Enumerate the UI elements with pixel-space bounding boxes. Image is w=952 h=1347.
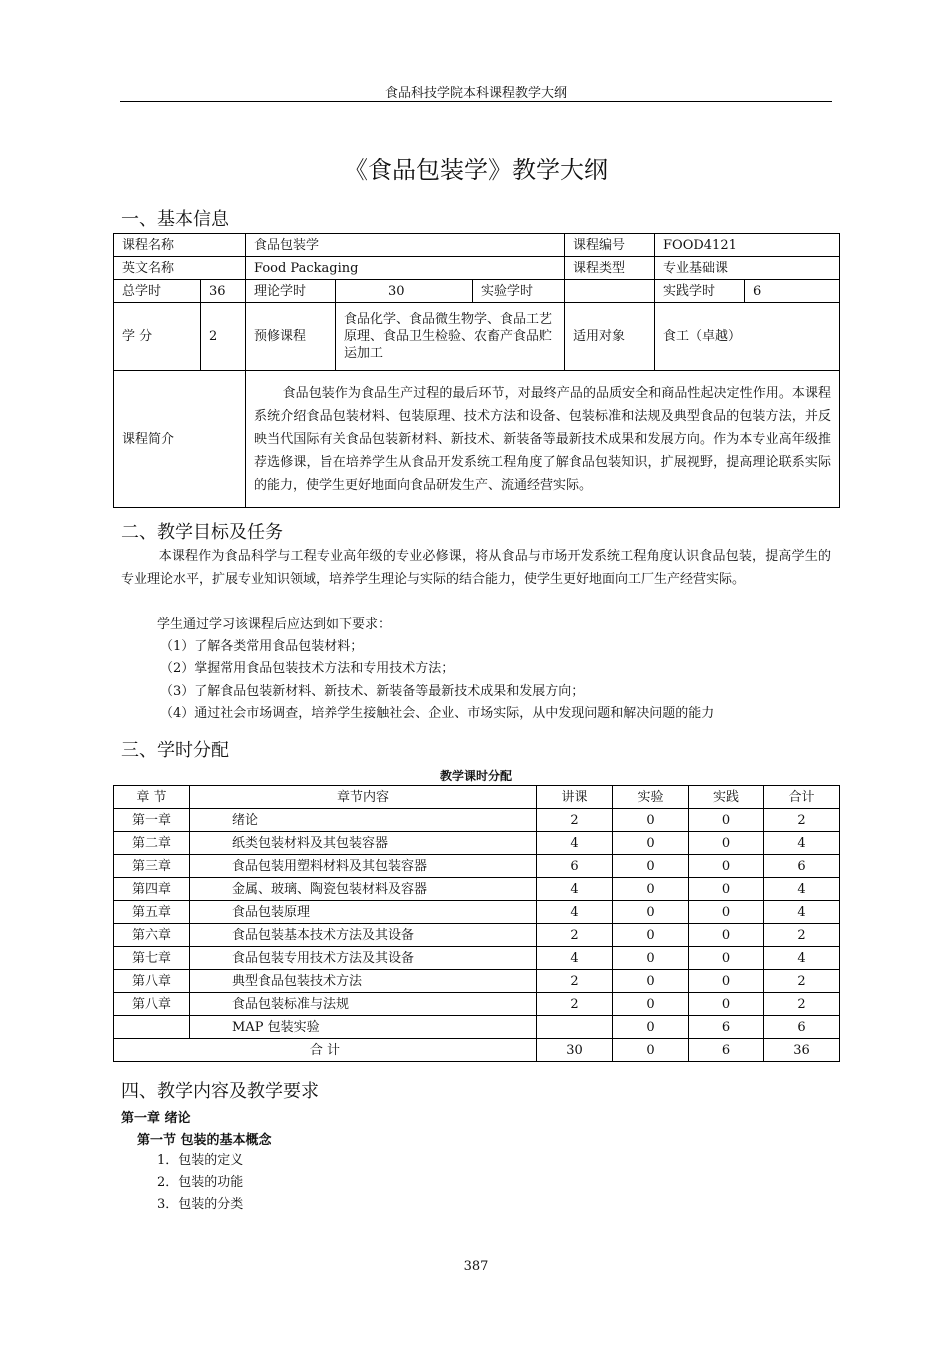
row-lecture: 2	[537, 924, 613, 947]
total-lecture: 30	[537, 1039, 613, 1062]
row-content: 纸类包装材料及其包装容器	[190, 832, 537, 855]
row-content: 食品包装标准与法规	[190, 993, 537, 1016]
row-chapter: 第八章	[114, 970, 190, 993]
row-chapter: 第二章	[114, 832, 190, 855]
row-total: 4	[764, 878, 840, 901]
content-item: 1．包装的定义	[157, 1153, 244, 1168]
row-content: 食品包装用塑料材料及其包装容器	[190, 855, 537, 878]
header-lab: 实验	[613, 786, 689, 809]
table-row	[114, 1016, 840, 1039]
practice-hours-value: 6	[745, 280, 840, 303]
row-lecture: 4	[537, 947, 613, 970]
total-hours-value: 36	[201, 280, 246, 303]
row-lab: 0	[613, 1016, 689, 1039]
hours-total-row	[114, 1039, 840, 1062]
intro-label: 课程简介	[114, 371, 246, 508]
row-total: 6	[764, 855, 840, 878]
basic-info-table	[113, 233, 840, 508]
english-name-value: Food Packaging	[246, 257, 565, 280]
theory-hours-label: 理论学时	[246, 280, 336, 303]
subsection-heading: 第一节 包装的基本概念	[137, 1133, 272, 1148]
row-lab: 0	[613, 878, 689, 901]
content-item: 3．包装的分类	[157, 1197, 244, 1212]
table-row	[114, 901, 840, 924]
running-header: 食品科技学院本科课程教学大纲	[384, 86, 567, 101]
row-total: 4	[764, 947, 840, 970]
row-lab: 0	[613, 924, 689, 947]
lab-hours-label: 实验学时	[473, 280, 565, 303]
row-content: 金属、玻璃、陶瓷包装材料及容器	[190, 878, 537, 901]
row-practice: 0	[689, 924, 764, 947]
row-chapter: 第六章	[114, 924, 190, 947]
course-type-value: 专业基础课	[655, 257, 840, 280]
row-lecture: 4	[537, 878, 613, 901]
header-practice: 实践	[689, 786, 764, 809]
section-heading-basic-info: 一、基本信息	[121, 209, 229, 230]
info-row-1	[114, 234, 840, 257]
row-lab: 0	[613, 832, 689, 855]
row-practice: 0	[689, 901, 764, 924]
objective-item: （4）通过社会市场调查，培养学生接触社会、企业、市场实际，从中发现问题和解决问题的能力	[160, 706, 715, 721]
row-lecture: 6	[537, 855, 613, 878]
total-lab: 0	[613, 1039, 689, 1062]
row-lab: 0	[613, 970, 689, 993]
row-practice: 0	[689, 855, 764, 878]
table-row	[114, 924, 840, 947]
table-row	[114, 878, 840, 901]
row-content: 典型食品包装技术方法	[190, 970, 537, 993]
row-chapter: 第五章	[114, 901, 190, 924]
total-sum: 36	[764, 1039, 840, 1062]
table-row	[114, 947, 840, 970]
row-lab: 0	[613, 901, 689, 924]
row-total: 2	[764, 924, 840, 947]
prereq-label: 预修课程	[246, 303, 336, 371]
table-row	[114, 832, 840, 855]
content-item: 2．包装的功能	[157, 1175, 244, 1190]
section-heading-objectives: 二、教学目标及任务	[121, 522, 283, 543]
hours-table	[113, 785, 840, 1062]
header-lecture: 讲课	[537, 786, 613, 809]
row-lecture: 4	[537, 832, 613, 855]
english-name-label: 英文名称	[114, 257, 246, 280]
row-lab: 0	[613, 855, 689, 878]
section-heading-content: 四、教学内容及教学要求	[121, 1081, 319, 1102]
credits-value: 2	[201, 303, 246, 371]
course-code-value: FOOD4121	[655, 234, 840, 257]
row-chapter: 第一章	[114, 809, 190, 832]
row-total: 4	[764, 832, 840, 855]
row-total: 2	[764, 970, 840, 993]
row-lecture: 2	[537, 993, 613, 1016]
row-lecture: 2	[537, 970, 613, 993]
table-row	[114, 809, 840, 832]
row-practice: 0	[689, 993, 764, 1016]
audience-value: 食工（卓越）	[655, 303, 840, 371]
objectives-lead: 学生通过学习该课程后应达到如下要求：	[157, 617, 392, 632]
row-content: 食品包装基本技术方法及其设备	[190, 924, 537, 947]
row-practice: 6	[689, 1016, 764, 1039]
course-name-value: 食品包装学	[246, 234, 565, 257]
row-content: 绪论	[190, 809, 537, 832]
info-row-2	[114, 257, 840, 280]
document-title: 《食品包装学》教学大纲	[344, 156, 608, 184]
row-practice: 0	[689, 832, 764, 855]
row-total: 2	[764, 993, 840, 1016]
chapter-heading: 第一章 绪论	[121, 1111, 191, 1126]
row-lecture: 2	[537, 809, 613, 832]
header-content: 章节内容	[190, 786, 537, 809]
row-practice: 0	[689, 809, 764, 832]
info-row-5	[114, 371, 840, 508]
row-content: 食品包装原理	[190, 901, 537, 924]
row-lab: 0	[613, 809, 689, 832]
row-chapter: 第八章	[114, 993, 190, 1016]
prereq-value: 食品化学、食品微生物学、食品工艺原理、食品卫生检验、农畜产食品贮运加工	[336, 303, 565, 371]
practice-hours-label: 实践学时	[655, 280, 745, 303]
header-rule	[120, 101, 832, 102]
row-lab: 0	[613, 947, 689, 970]
row-practice: 0	[689, 878, 764, 901]
row-practice: 0	[689, 947, 764, 970]
header-chapter: 章 节	[114, 786, 190, 809]
row-chapter: 第四章	[114, 878, 190, 901]
total-label: 合 计	[114, 1039, 537, 1062]
header-total: 合计	[764, 786, 840, 809]
credits-label: 学 分	[114, 303, 201, 371]
objective-item: （3）了解食品包装新材料、新技术、新装备等最新技术成果和发展方向；	[160, 684, 585, 699]
row-chapter: 第三章	[114, 855, 190, 878]
table-row	[114, 970, 840, 993]
row-total: 6	[764, 1016, 840, 1039]
total-practice: 6	[689, 1039, 764, 1062]
row-content: MAP 包装实验	[190, 1016, 537, 1039]
objectives-paragraph: 本课程作为食品科学与工程专业高年级的专业必修课，将从食品与市场开发系统工程角度认识食品包装，提高学生的专业理论水平，扩展专业知识领域，培养学生理论与实际的结合能力，使学生更好地面向工厂生产经营实际。	[121, 549, 831, 587]
info-row-3	[114, 280, 840, 303]
row-lab: 0	[613, 993, 689, 1016]
row-lecture	[537, 1016, 613, 1039]
objective-item: （1）了解各类常用食品包装材料；	[160, 639, 364, 654]
row-practice: 0	[689, 970, 764, 993]
page-number: 387	[463, 1259, 489, 1274]
audience-label: 适用对象	[565, 303, 655, 371]
objective-item: （2）掌握常用食品包装技术方法和专用技术方法；	[160, 661, 455, 676]
table-row	[114, 855, 840, 878]
course-code-label: 课程编号	[565, 234, 655, 257]
row-chapter: 第七章	[114, 947, 190, 970]
total-hours-label: 总学时	[114, 280, 201, 303]
theory-hours-value: 30	[336, 280, 473, 303]
row-total: 4	[764, 901, 840, 924]
table-row	[114, 993, 840, 1016]
intro-text: 食品包装作为食品生产过程的最后环节，对最终产品的品质安全和商品性起决定性作用。本课程系统介绍食品包装材料、包装原理、技术方法和设备、包装标准和法规及典型食品的包装方法，并反映当代国际有关食品包装新材料、新技术、新装备等最新技术成果和发展方向。作为本专业高年级推荐选修课，旨在培养学生从食品开发系统工程角度了解食品包装知识，扩展视野，提高理论联系实际的能力，使学生更好地面向食品研发生产、流通经营实际。	[246, 371, 840, 508]
lab-hours-value	[565, 280, 655, 303]
row-total: 2	[764, 809, 840, 832]
row-content: 食品包装专用技术方法及其设备	[190, 947, 537, 970]
info-row-4	[114, 303, 840, 371]
section-heading-hours: 三、学时分配	[121, 740, 229, 761]
course-name-label: 课程名称	[114, 234, 246, 257]
hours-table-caption: 教学课时分配	[439, 769, 512, 783]
hours-header-row	[114, 786, 840, 809]
row-chapter	[114, 1016, 190, 1039]
row-lecture: 4	[537, 901, 613, 924]
course-type-label: 课程类型	[565, 257, 655, 280]
